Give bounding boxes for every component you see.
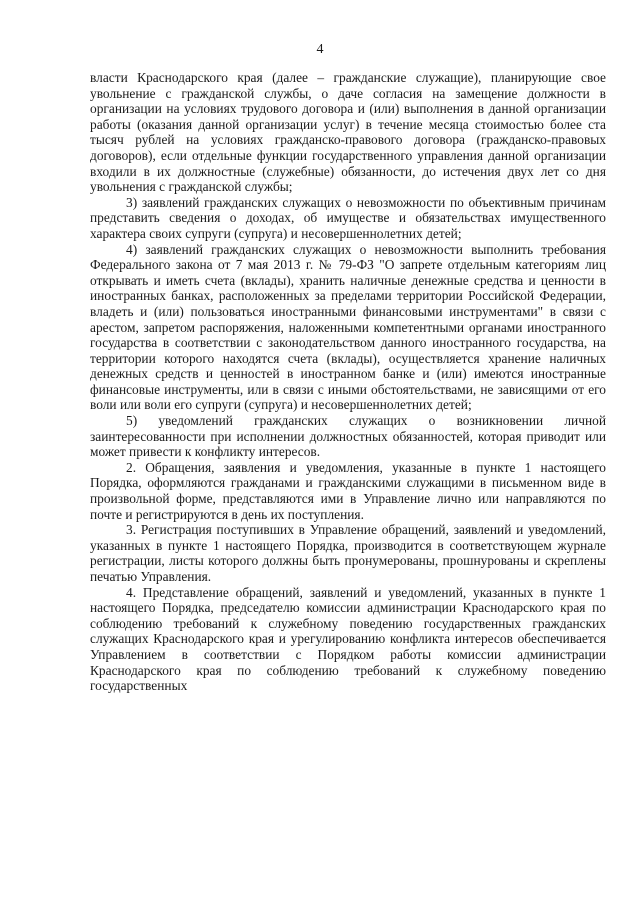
item-number: 3): [126, 194, 138, 210]
paragraph-continuation: [90, 70, 606, 195]
paragraph-text: уведомлений гражданских служащих о возникновении личной заинтересованности при исполнении должностных обязанностей, которая приводит или может привести к конфликту интересов.: [90, 413, 606, 460]
paragraph-section-3: [90, 522, 606, 584]
paragraph-text: Регистрация поступивших в Управление обращений, заявлений и уведомлений, указанных в пункте 1 настоящего Порядка, производится в соответствующем журнале регистрации, листы которого должны быть пронумерованы, прошнурованы и скреплены печатью Управления.: [90, 522, 606, 584]
section-number: 2.: [126, 459, 137, 475]
item-number: 5): [126, 413, 138, 429]
paragraph-section-4: [90, 585, 606, 694]
paragraph-text: заявлений гражданских служащих о невозможности выполнить требования Федерального закона от 7 мая 2013 г. № 79-ФЗ "О запрете отдельным категориям лиц открывать и иметь счета (вклады), хранить наличные денежные средства и ценности в иностранных банках, расположенных за пределами территории Российской Федерации, владеть и (или) пользоваться иностранными финансовыми инструментами" в связи с арестом, запретом распоряжения, наложенными компетентными органами иностранного государства в соответствии с законодательством данного иностранного государства, на территории которого находятся счета (вклады), осуществляется хранение наличных денежных средств и ценностей в иностранном банке и (или) имеются иностранные финансовые инструменты, или в связи с иными обстоятельствами, не зависящими от его воли или воли его супруги (супруга) и несовершеннолетних детей;: [90, 241, 606, 413]
paragraph-item-5: [90, 413, 606, 460]
paragraph-text: власти Краснодарского края (далее – гражданские служащие), планирующие свое увольнение с гражданской службы, о даче согласия на замещение должности в организации на условиях трудового договора и (или) выполнения в данной организации работы (оказания данной организации услуг) в течение месяца стоимостью более ста тысяч рублей на условиях гражданско-правового договора (гражданско-правовых договоров), если отдельные функции государственного управления данной организации входили в их должностные (служебные) обязанности, до истечения двух лет со дня увольнения с гражданской службы;: [90, 70, 606, 195]
paragraph-text: заявлений гражданских служащих о невозможности по объективным причинам представить сведения о доходах, об имуществе и обязательствах имущественного характера своих супруги (супруга) и несовершеннолетних детей;: [90, 194, 606, 241]
section-number: 3.: [126, 522, 137, 538]
paragraph-text: Представление обращений, заявлений и уведомлений, указанных в пункте 1 настоящего Порядка, председателю комиссии администрации Краснодарского края по соблюдению требований к служебному поведению государственных гражданских служащих Краснодарского края и урегулированию конфликта интересов обеспечивается Управлением в соответствии с Порядком работы комиссии администрации Краснодарского края по соблюдению требований к служебному поведению государственных: [90, 584, 606, 694]
paragraph-text: Обращения, заявления и уведомления, указанные в пункте 1 настоящего Порядка, оформляются гражданами и гражданскими служащими в письменном виде в произвольной форме, представляются ими в Управление лично или направляются по почте и регистрируются в день их поступления.: [90, 459, 606, 522]
paragraph-section-2: [90, 460, 606, 522]
item-number: 4): [126, 241, 138, 257]
document-body: [90, 70, 606, 694]
paragraph-item-4: [90, 242, 606, 414]
paragraph-item-3: [90, 195, 606, 242]
page-number: 4: [316, 42, 324, 57]
section-number: 4.: [126, 584, 137, 600]
